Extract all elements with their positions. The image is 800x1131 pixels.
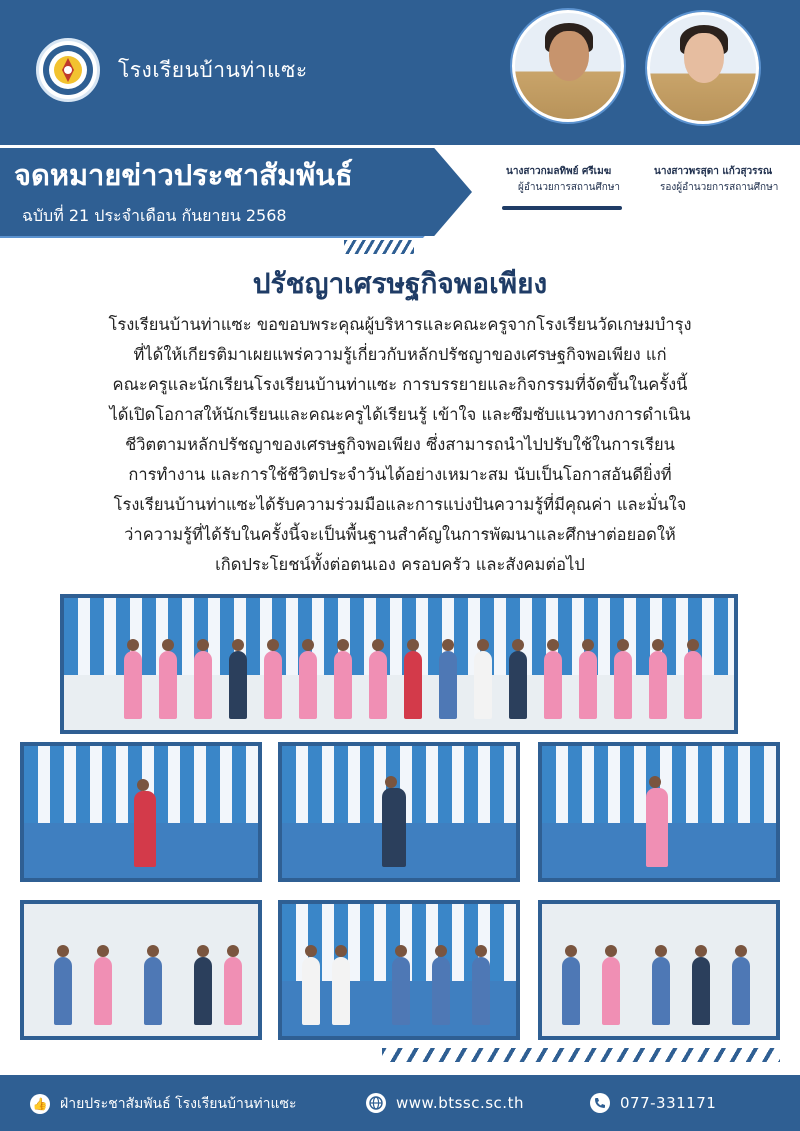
newsletter-title: จดหมายข่าวประชาสัมพันธ์ xyxy=(14,158,353,192)
issue-line: ฉบับที่ 21 ประจำเดือน กันยายน 2568 xyxy=(22,206,287,225)
photo-speaker-2 xyxy=(278,742,520,882)
decorative-stripes-bottom xyxy=(382,1048,780,1062)
divider-bar xyxy=(502,206,622,210)
article-line: การทำงาน และการใช้ชีวิตประจำวันได้อย่างเหมาะสม นับเป็นโอกาสอันดียิ่งที่ xyxy=(128,465,672,484)
director-role: ผู้อำนวยการสถานศึกษา xyxy=(518,182,621,193)
article-line: คณะครูและนักเรียนโรงเรียนบ้านท่าแซะ การบรรยายและกิจกรรมที่จัดขึ้นในครั้งนี้ xyxy=(112,375,688,394)
photo-speaker-1 xyxy=(20,742,262,882)
school-logo xyxy=(36,38,100,102)
school-emblem-icon xyxy=(41,43,95,97)
deputy-director-name: นางสาวพรสุดา แก้วสุวรรณ xyxy=(654,166,773,177)
photo-group xyxy=(60,594,738,734)
article-title: ปรัชญาเศรษฐกิจพอเพียง xyxy=(252,267,548,300)
photo-activity-1 xyxy=(20,900,262,1040)
deputy-director-role: รองผู้อำนวยการสถานศึกษา xyxy=(660,182,779,193)
footer-facebook-text: ฝ่ายประชาสัมพันธ์ โรงเรียนบ้านท่าแซะ xyxy=(60,1096,297,1112)
photo-activity-3 xyxy=(538,900,780,1040)
article-line: โรงเรียนบ้านท่าแซะ ขอขอบพระคุณผู้บริหารและคณะครูจากโรงเรียนวัดเกษมบำรุง xyxy=(108,315,692,334)
director-name: นางสาวกมลทิพย์ ศรีเมฆ xyxy=(506,166,612,177)
footer-phone[interactable] xyxy=(590,1093,716,1113)
globe-icon xyxy=(366,1093,386,1113)
article-line: ได้เปิดโอกาสให้นักเรียนและคณะครูได้เรียนรู้ เข้าใจ และซึมซับแนวทางการดำเนิน xyxy=(109,405,691,424)
article-body xyxy=(24,310,776,580)
portrait-deputy-director xyxy=(647,12,759,124)
article-line: ว่าความรู้ที่ได้รับในครั้งนี้จะเป็นพื้นฐานสำคัญในการพัฒนาและศึกษาต่อยอดให้ xyxy=(124,525,676,544)
school-name: โรงเรียนบ้านท่าแซะ xyxy=(118,58,308,82)
article-line: ชีวิตตามหลักปรัชญาของเศรษฐกิจพอเพียง ซึ่งสามารถนำไปปรับใช้ในการเรียน xyxy=(125,435,675,454)
phone-icon xyxy=(590,1093,610,1113)
footer xyxy=(0,1075,800,1131)
portrait-director xyxy=(512,10,624,122)
thumbs-up-icon: 👍 xyxy=(30,1094,50,1114)
article-line: ที่ได้ให้เกียรติมาเผยแพร่ความรู้เกี่ยวกับหลักปรัชญาของเศรษฐกิจพอเพียง แก่ xyxy=(133,345,667,364)
footer-facebook[interactable] xyxy=(30,1093,297,1115)
article-line: เกิดประโยชน์ทั้งต่อตนเอง ครอบครัว และสังคมต่อไป xyxy=(215,555,585,574)
photo-activity-2 xyxy=(278,900,520,1040)
decorative-stripes xyxy=(344,240,414,254)
footer-phone-text: 077-331171 xyxy=(620,1094,717,1112)
footer-website[interactable] xyxy=(366,1093,524,1113)
article-line: โรงเรียนบ้านท่าแซะได้รับความร่วมมือและการแบ่งปันความรู้ที่มีคุณค่า และมั่นใจ xyxy=(113,495,687,514)
footer-website-text: www.btssc.sc.th xyxy=(396,1094,524,1112)
photo-speaker-3 xyxy=(538,742,780,882)
